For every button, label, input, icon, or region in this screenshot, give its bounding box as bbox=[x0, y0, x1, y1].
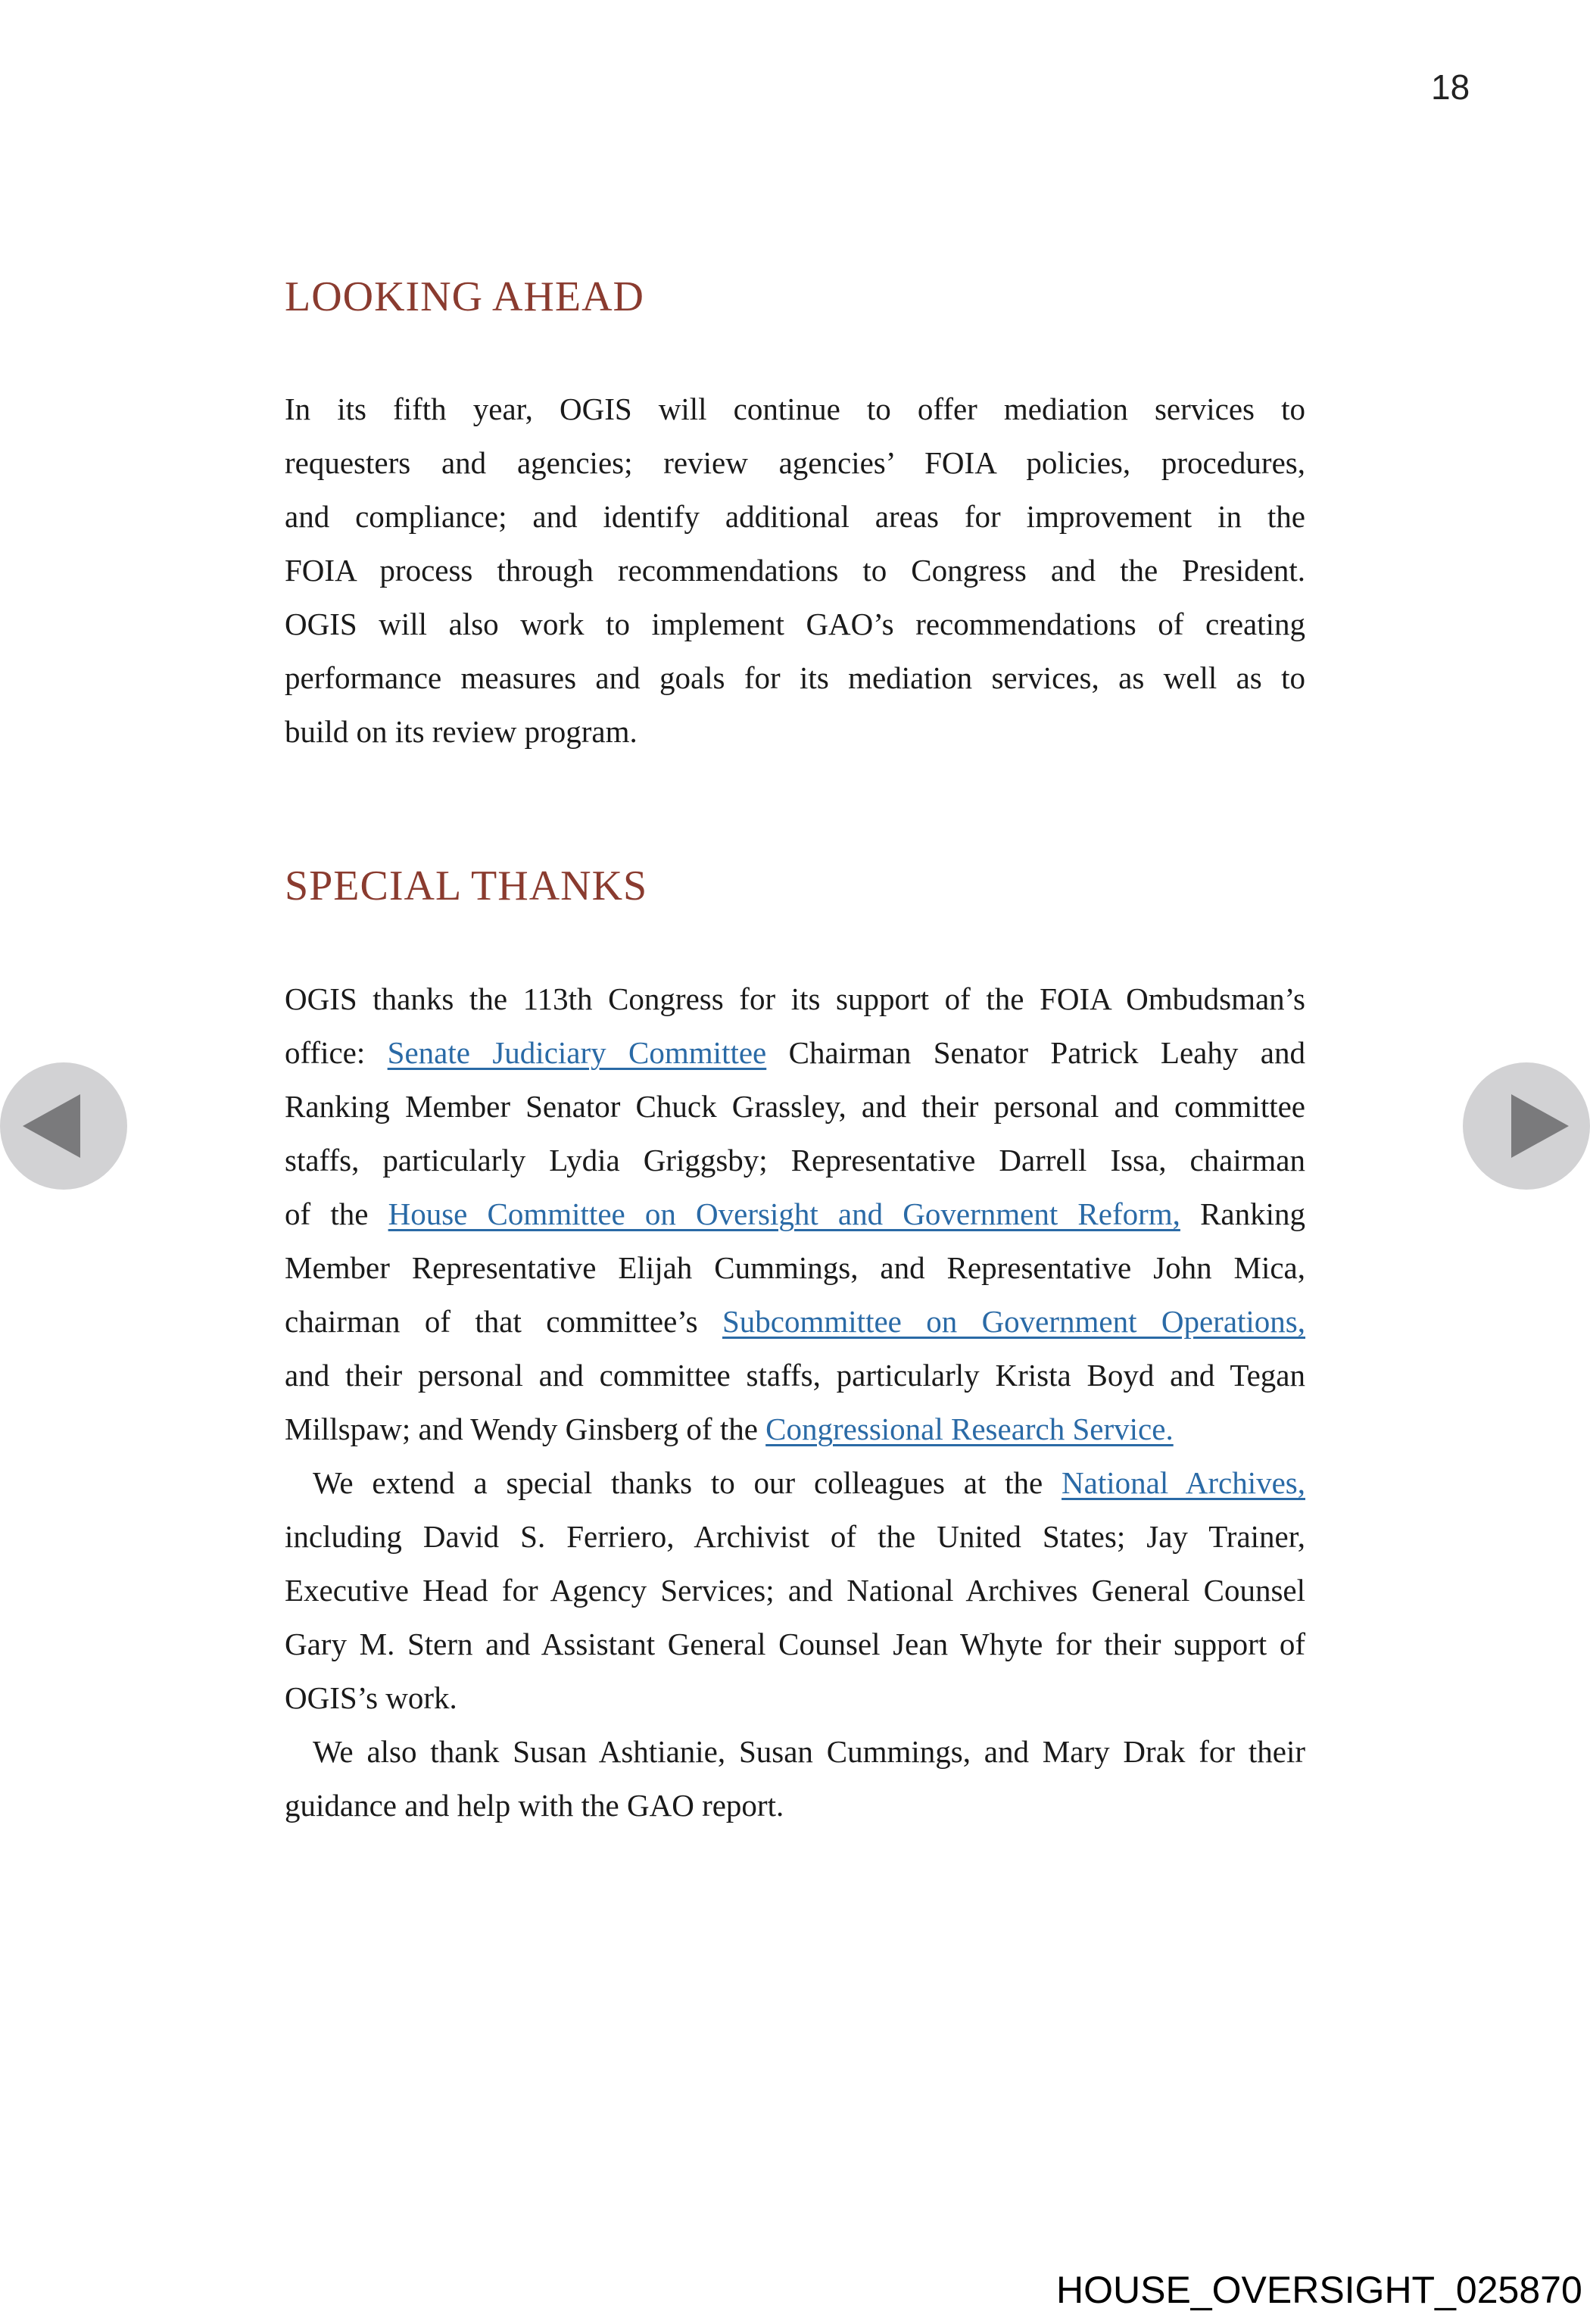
text-segment: Ranking Member Senator Chuck Grassley, and their personal and committee bbox=[285, 1089, 1305, 1124]
text-segment: staffs, particularly Lydia Griggsby; Representative Darrell Issa, chairman bbox=[285, 1143, 1305, 1178]
looking-ahead-body bbox=[285, 382, 1305, 759]
paragraph bbox=[285, 1456, 1305, 1725]
text-line bbox=[285, 1187, 1305, 1241]
text-segment: performance measures and goals for its mediation services, as well as to bbox=[285, 660, 1305, 695]
text-line bbox=[285, 705, 1305, 759]
text-segment: and compliance; and identify additional areas for improvement in the bbox=[285, 499, 1305, 534]
section-heading-special-thanks: SPECIAL THANKS bbox=[285, 863, 648, 909]
text-line bbox=[285, 490, 1305, 544]
paragraph bbox=[285, 972, 1305, 1456]
special-thanks-body bbox=[285, 972, 1305, 1833]
hyperlink[interactable]: House Committee on Oversight and Government Reform, bbox=[388, 1196, 1180, 1231]
previous-page-button[interactable] bbox=[0, 1062, 127, 1190]
text-segment: and their personal and committee staffs, particularly Krista Boyd and Tegan bbox=[285, 1358, 1305, 1393]
triangle-left-icon bbox=[23, 1094, 80, 1158]
text-segment: chairman of that committee’s bbox=[285, 1304, 722, 1339]
text-line bbox=[285, 1779, 1305, 1833]
text-segment: OGIS’s work. bbox=[285, 1680, 457, 1715]
text-line bbox=[285, 1295, 1305, 1349]
text-line bbox=[285, 597, 1305, 651]
text-segment: requesters and agencies; review agencies’ FOIA policies, procedures, bbox=[285, 445, 1305, 480]
text-segment: of the bbox=[285, 1196, 388, 1231]
text-segment: OGIS thanks the 113th Congress for its support of the FOIA Ombudsman’s bbox=[285, 981, 1305, 1016]
text-segment: build on its review program. bbox=[285, 714, 638, 749]
text-segment: We extend a special thanks to our colleagues at the bbox=[313, 1465, 1062, 1500]
text-line bbox=[285, 1617, 1305, 1671]
text-segment: including David S. Ferriero, Archivist of the United States; Jay Trainer, bbox=[285, 1519, 1305, 1554]
paragraph bbox=[285, 382, 1305, 759]
text-segment: FOIA process through recommendations to Congress and the President. bbox=[285, 553, 1305, 588]
text-segment: In its fifth year, OGIS will continue to offer mediation services to bbox=[285, 391, 1305, 426]
text-segment: Ranking bbox=[1180, 1196, 1306, 1231]
text-line bbox=[285, 1510, 1305, 1564]
text-line bbox=[285, 1456, 1305, 1510]
text-line bbox=[285, 1725, 1305, 1779]
paragraph bbox=[285, 1725, 1305, 1833]
text-line bbox=[285, 1241, 1305, 1295]
text-segment: Member Representative Elijah Cummings, and Representative John Mica, bbox=[285, 1250, 1305, 1285]
text-segment: Chairman Senator Patrick Leahy and bbox=[766, 1035, 1305, 1070]
hyperlink[interactable]: National Archives, bbox=[1062, 1465, 1305, 1500]
text-line bbox=[285, 436, 1305, 490]
text-segment: guidance and help with the GAO report. bbox=[285, 1788, 784, 1823]
text-segment: OGIS will also work to implement GAO’s recommendations of creating bbox=[285, 607, 1305, 641]
hyperlink[interactable]: Congressional Research Service. bbox=[765, 1412, 1174, 1446]
text-line bbox=[285, 1564, 1305, 1617]
text-line bbox=[285, 1671, 1305, 1725]
next-page-button[interactable] bbox=[1463, 1062, 1590, 1190]
text-segment: Millspaw; and Wendy Ginsberg of the bbox=[285, 1412, 766, 1446]
text-line bbox=[285, 1349, 1305, 1402]
hyperlink[interactable]: Subcommittee on Government Operations, bbox=[722, 1304, 1306, 1339]
text-segment: We also thank Susan Ashtianie, Susan Cummings, and Mary Drak for their bbox=[313, 1734, 1305, 1769]
hyperlink[interactable]: Senate Judiciary Committee bbox=[387, 1035, 767, 1070]
text-segment: Gary M. Stern and Assistant General Counsel Jean Whyte for their support of bbox=[285, 1627, 1305, 1661]
section-heading-looking-ahead: LOOKING AHEAD bbox=[285, 273, 644, 320]
text-segment: Executive Head for Agency Services; and National Archives General Counsel bbox=[285, 1573, 1305, 1608]
text-line bbox=[285, 1134, 1305, 1187]
text-segment: office: bbox=[285, 1035, 388, 1070]
bates-stamp: HOUSE_OVERSIGHT_025870 bbox=[1056, 2269, 1582, 2311]
text-line bbox=[285, 651, 1305, 705]
page-number: 18 bbox=[1431, 67, 1470, 107]
text-line bbox=[285, 1080, 1305, 1134]
text-line bbox=[285, 972, 1305, 1026]
text-line bbox=[285, 1402, 1305, 1456]
text-line bbox=[285, 382, 1305, 436]
text-line bbox=[285, 544, 1305, 597]
triangle-right-icon bbox=[1511, 1094, 1569, 1158]
text-line bbox=[285, 1026, 1305, 1080]
